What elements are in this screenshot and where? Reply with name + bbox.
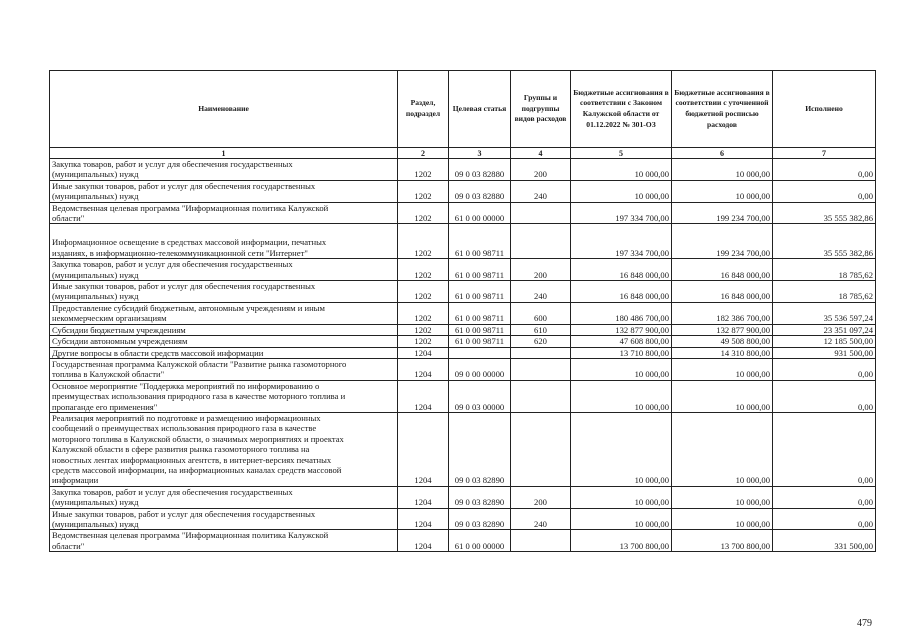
law-allocation-cell: 10 000,00 bbox=[571, 486, 672, 508]
refined-allocation-cell: 10 000,00 bbox=[672, 508, 773, 530]
expense-group-cell: 620 bbox=[511, 336, 571, 347]
row-name-line: Субсидии автономным учреждениям bbox=[52, 336, 188, 347]
law-allocation-cell: 197 334 700,00 bbox=[571, 202, 672, 224]
column-number: 3 bbox=[449, 148, 511, 159]
executed-cell: 18 785,62 bbox=[773, 281, 876, 303]
row-name-cell bbox=[50, 324, 398, 335]
row-name-line: сообщений о преимуществах использования природного газа в качестве bbox=[52, 423, 317, 434]
section-cell: 1204 bbox=[398, 508, 449, 530]
row-name-line: Иные закупки товаров, работ и услуг для обеспечения государственных bbox=[52, 281, 316, 292]
table-row bbox=[50, 324, 876, 335]
section-cell: 1202 bbox=[398, 259, 449, 281]
row-name-line: Субсидии бюджетным учреждениям bbox=[52, 324, 186, 335]
row-name-cell bbox=[50, 224, 398, 259]
section-cell: 1202 bbox=[398, 324, 449, 335]
table-row bbox=[50, 259, 876, 281]
executed-cell: 35 555 382,86 bbox=[773, 202, 876, 224]
refined-allocation-cell: 16 848 000,00 bbox=[672, 281, 773, 303]
row-name-line: некоммерческим организациям bbox=[52, 313, 167, 324]
column-number: 5 bbox=[571, 148, 672, 159]
table-row bbox=[50, 358, 876, 380]
executed-cell: 0,00 bbox=[773, 508, 876, 530]
expense-group-cell: 240 bbox=[511, 281, 571, 303]
expense-group-cell: 200 bbox=[511, 159, 571, 181]
row-name-line: Закупка товаров, работ и услуг для обеспечения государственных bbox=[52, 486, 293, 497]
refined-allocation-cell: 132 877 900,00 bbox=[672, 324, 773, 335]
law-allocation-cell: 197 334 700,00 bbox=[571, 224, 672, 259]
table-row bbox=[50, 159, 876, 181]
law-allocation-cell: 10 000,00 bbox=[571, 380, 672, 412]
header-target-article: Целевая статья bbox=[449, 71, 511, 148]
refined-allocation-cell: 10 000,00 bbox=[672, 159, 773, 181]
row-name-cell bbox=[50, 159, 398, 181]
target-article-cell: 61 0 00 00000 bbox=[449, 202, 511, 224]
row-name-line: Основное мероприятие "Поддержка мероприятий по информированию о bbox=[52, 380, 320, 391]
column-number-row bbox=[50, 148, 876, 159]
refined-allocation-cell: 49 508 800,00 bbox=[672, 336, 773, 347]
section-cell: 1204 bbox=[398, 358, 449, 380]
law-allocation-cell: 16 848 000,00 bbox=[571, 281, 672, 303]
row-name-line: (муниципальных) нужд bbox=[52, 497, 139, 508]
expense-group-cell: 240 bbox=[511, 180, 571, 202]
row-name-line: Предоставление субсидий бюджетным, автономным учреждениям и иным bbox=[52, 302, 325, 313]
refined-allocation-cell: 14 310 800,00 bbox=[672, 347, 773, 358]
table-body bbox=[50, 159, 876, 552]
table-row bbox=[50, 508, 876, 530]
expense-group-cell bbox=[511, 347, 571, 358]
table-row bbox=[50, 180, 876, 202]
section-cell: 1202 bbox=[398, 224, 449, 259]
target-article-cell: 61 0 00 98711 bbox=[449, 281, 511, 303]
expense-group-cell: 200 bbox=[511, 259, 571, 281]
row-name-line: Иные закупки товаров, работ и услуг для обеспечения государственных bbox=[52, 180, 316, 191]
header-law-allocations: Бюджетные ассигнования в соответствии с Законом Калужской области от 01.12.2022 № 301-ОЗ bbox=[571, 71, 672, 148]
row-name-line: Закупка товаров, работ и услуг для обеспечения государственных bbox=[52, 259, 293, 270]
table-row bbox=[50, 281, 876, 303]
section-cell: 1202 bbox=[398, 202, 449, 224]
row-name-line: Другие вопросы в области средств массовой информации bbox=[52, 347, 264, 358]
row-name-line: пропаганде его применения" bbox=[52, 401, 158, 412]
row-name-line: (муниципальных) нужд bbox=[52, 169, 139, 180]
table-row bbox=[50, 202, 876, 224]
row-name-cell bbox=[50, 380, 398, 412]
row-name-cell bbox=[50, 530, 398, 552]
section-cell: 1202 bbox=[398, 180, 449, 202]
row-name-line: изданиях, в информационно-телекоммуникационной сети "Интернет" bbox=[52, 247, 308, 258]
row-name-cell bbox=[50, 180, 398, 202]
budget-table bbox=[49, 70, 876, 552]
executed-cell: 12 185 500,00 bbox=[773, 336, 876, 347]
section-cell: 1204 bbox=[398, 380, 449, 412]
target-article-cell: 09 0 03 82890 bbox=[449, 412, 511, 486]
target-article-cell: 61 0 00 98711 bbox=[449, 259, 511, 281]
law-allocation-cell: 10 000,00 bbox=[571, 412, 672, 486]
row-name-line: Информационное освещение в средствах массовой информации, печатных bbox=[52, 237, 327, 248]
table-row bbox=[50, 336, 876, 347]
header-executed: Исполнено bbox=[773, 71, 876, 148]
executed-cell: 35 536 597,24 bbox=[773, 302, 876, 324]
target-article-cell: 09 0 03 82880 bbox=[449, 180, 511, 202]
expense-group-cell bbox=[511, 358, 571, 380]
row-name-line: области" bbox=[52, 540, 85, 551]
expense-group-cell bbox=[511, 530, 571, 552]
section-cell: 1204 bbox=[398, 412, 449, 486]
expense-group-cell bbox=[511, 412, 571, 486]
target-article-cell: 61 0 00 00000 bbox=[449, 530, 511, 552]
expense-group-cell bbox=[511, 224, 571, 259]
law-allocation-cell: 10 000,00 bbox=[571, 159, 672, 181]
target-article-cell: 61 0 00 98711 bbox=[449, 302, 511, 324]
row-name-line: области" bbox=[52, 213, 85, 224]
refined-allocation-cell: 182 386 700,00 bbox=[672, 302, 773, 324]
table-row bbox=[50, 347, 876, 358]
row-name-line: (муниципальных) нужд bbox=[52, 519, 139, 529]
law-allocation-cell: 132 877 900,00 bbox=[571, 324, 672, 335]
row-name-cell bbox=[50, 202, 398, 224]
target-article-cell: 61 0 00 98711 bbox=[449, 324, 511, 335]
row-name-line: Иные закупки товаров, работ и услуг для обеспечения государственных bbox=[52, 508, 316, 519]
refined-allocation-cell: 199 234 700,00 bbox=[672, 224, 773, 259]
target-article-cell: 09 0 00 00000 bbox=[449, 358, 511, 380]
column-number: 6 bbox=[672, 148, 773, 159]
page-number: 479 bbox=[857, 618, 872, 629]
section-cell: 1202 bbox=[398, 336, 449, 347]
expense-group-cell: 240 bbox=[511, 508, 571, 530]
row-name-cell bbox=[50, 302, 398, 324]
row-name-cell bbox=[50, 259, 398, 281]
row-name-line: Закупка товаров, работ и услуг для обеспечения государственных bbox=[52, 159, 293, 169]
law-allocation-cell: 16 848 000,00 bbox=[571, 259, 672, 281]
section-cell: 1202 bbox=[398, 159, 449, 181]
executed-cell: 0,00 bbox=[773, 358, 876, 380]
table-row bbox=[50, 412, 876, 486]
row-name-line: моторного топлива в Калужской области, о значимых мероприятиях и проектах bbox=[52, 433, 344, 444]
row-name-line: (муниципальных) нужд bbox=[52, 191, 139, 202]
target-article-cell: 09 0 03 82880 bbox=[449, 159, 511, 181]
expense-group-cell: 610 bbox=[511, 324, 571, 335]
row-name-cell bbox=[50, 358, 398, 380]
row-name-line: Государственная программа Калужской области "Развитие рынка газомоторного bbox=[52, 358, 347, 369]
header-row bbox=[50, 71, 876, 148]
law-allocation-cell: 10 000,00 bbox=[571, 358, 672, 380]
table-row bbox=[50, 224, 876, 259]
row-name-line: (муниципальных) нужд bbox=[52, 269, 139, 280]
executed-cell: 0,00 bbox=[773, 180, 876, 202]
law-allocation-cell: 10 000,00 bbox=[571, 180, 672, 202]
row-name-line: (муниципальных) нужд bbox=[52, 291, 139, 302]
law-allocation-cell: 13 700 800,00 bbox=[571, 530, 672, 552]
refined-allocation-cell: 16 848 000,00 bbox=[672, 259, 773, 281]
target-article-cell: 61 0 00 98711 bbox=[449, 336, 511, 347]
row-name-line: информации bbox=[52, 475, 99, 486]
row-name-line: топлива в Калужской области" bbox=[52, 369, 165, 380]
section-cell: 1204 bbox=[398, 530, 449, 552]
executed-cell: 0,00 bbox=[773, 412, 876, 486]
row-name-line: Ведомственная целевая программа "Информационная политика Калужской bbox=[52, 202, 329, 213]
target-article-cell bbox=[449, 347, 511, 358]
executed-cell: 35 555 382,86 bbox=[773, 224, 876, 259]
expense-group-cell: 600 bbox=[511, 302, 571, 324]
target-article-cell: 09 0 03 00000 bbox=[449, 380, 511, 412]
refined-allocation-cell: 10 000,00 bbox=[672, 380, 773, 412]
section-cell: 1202 bbox=[398, 302, 449, 324]
law-allocation-cell: 13 710 800,00 bbox=[571, 347, 672, 358]
column-number: 7 bbox=[773, 148, 876, 159]
row-name-line: Реализация мероприятий по подготовке и размещению информационных bbox=[52, 412, 321, 423]
row-name-line: преимуществах использования природного газа в качестве моторного топлива и bbox=[52, 391, 346, 402]
header-expense-group: Группы и подгруппы видов расходов bbox=[511, 71, 571, 148]
target-article-cell: 09 0 03 82890 bbox=[449, 486, 511, 508]
executed-cell: 23 351 097,24 bbox=[773, 324, 876, 335]
executed-cell: 0,00 bbox=[773, 159, 876, 181]
executed-cell: 0,00 bbox=[773, 380, 876, 412]
expense-group-cell bbox=[511, 380, 571, 412]
refined-allocation-cell: 13 700 800,00 bbox=[672, 530, 773, 552]
column-number: 2 bbox=[398, 148, 449, 159]
refined-allocation-cell: 10 000,00 bbox=[672, 412, 773, 486]
section-cell: 1202 bbox=[398, 281, 449, 303]
table-row bbox=[50, 302, 876, 324]
target-article-cell: 09 0 03 82890 bbox=[449, 508, 511, 530]
column-number: 1 bbox=[50, 148, 398, 159]
row-name-cell bbox=[50, 508, 398, 530]
table-row bbox=[50, 530, 876, 552]
header-name: Наименование bbox=[50, 71, 398, 148]
law-allocation-cell: 180 486 700,00 bbox=[571, 302, 672, 324]
row-name-line: средств массовой информации, на информационных каналах средств массовой bbox=[52, 464, 342, 475]
refined-allocation-cell: 10 000,00 bbox=[672, 358, 773, 380]
header-refined-allocations: Бюджетные ассигнования в соответствии с уточненной бюджетной росписью расходов bbox=[672, 71, 773, 148]
row-name-line: Калужской области в сфере развития рынка газомоторного топлива на bbox=[52, 444, 310, 455]
table-row bbox=[50, 486, 876, 508]
row-name-cell bbox=[50, 412, 398, 486]
refined-allocation-cell: 10 000,00 bbox=[672, 486, 773, 508]
expense-group-cell bbox=[511, 202, 571, 224]
column-number: 4 bbox=[511, 148, 571, 159]
row-name-line: новостных лентах информационных агентств, в интернет-версиях печатных bbox=[52, 454, 332, 465]
section-cell: 1204 bbox=[398, 347, 449, 358]
expense-group-cell: 200 bbox=[511, 486, 571, 508]
row-name-cell bbox=[50, 347, 398, 358]
refined-allocation-cell: 199 234 700,00 bbox=[672, 202, 773, 224]
refined-allocation-cell: 10 000,00 bbox=[672, 180, 773, 202]
law-allocation-cell: 47 608 800,00 bbox=[571, 336, 672, 347]
section-cell: 1204 bbox=[398, 486, 449, 508]
row-name-cell bbox=[50, 281, 398, 303]
target-article-cell: 61 0 00 98711 bbox=[449, 224, 511, 259]
table-row bbox=[50, 380, 876, 412]
executed-cell: 18 785,62 bbox=[773, 259, 876, 281]
row-name-line: Ведомственная целевая программа "Информационная политика Калужской bbox=[52, 530, 329, 541]
law-allocation-cell: 10 000,00 bbox=[571, 508, 672, 530]
row-name-cell bbox=[50, 486, 398, 508]
executed-cell: 331 500,00 bbox=[773, 530, 876, 552]
row-name-cell bbox=[50, 336, 398, 347]
executed-cell: 931 500,00 bbox=[773, 347, 876, 358]
header-section: Раздел, подраздел bbox=[398, 71, 449, 148]
executed-cell: 0,00 bbox=[773, 486, 876, 508]
